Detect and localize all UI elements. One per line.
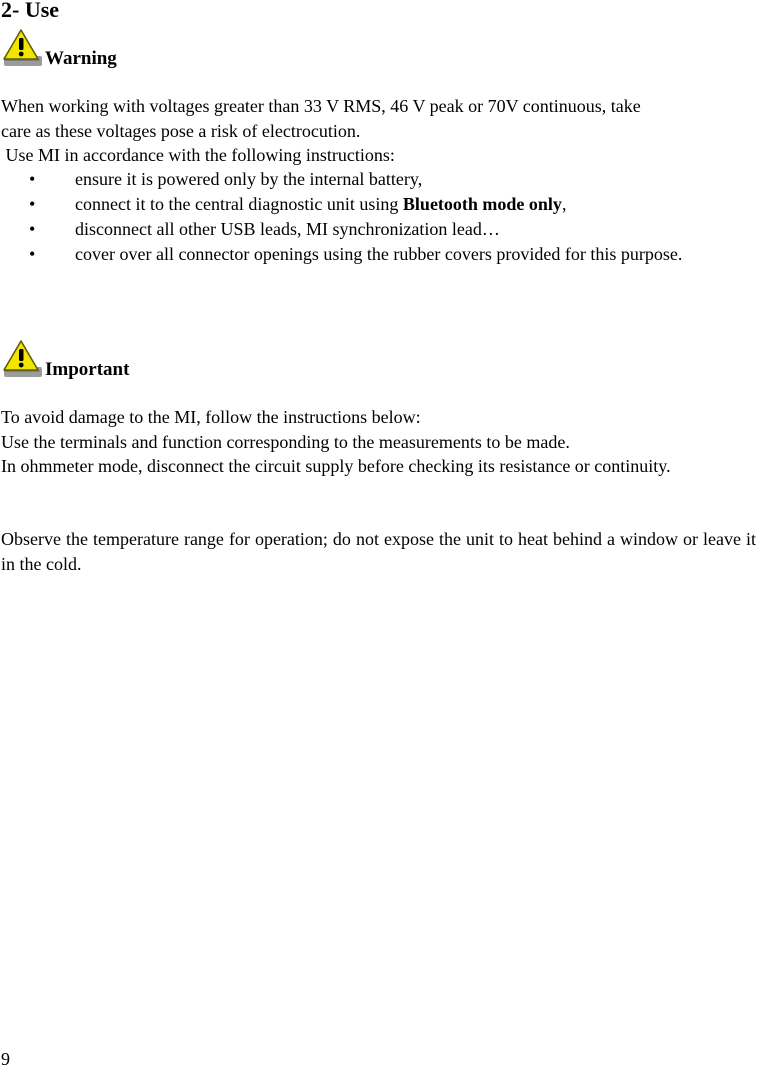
ohmmeter-paragraph: In ohmmeter mode, disconnect the circuit supply before checking its resistance or continuity. xyxy=(1,456,671,476)
bullet-icon: • xyxy=(29,194,36,214)
warning-text-line-2: care as these voltages pose a risk of electrocution. xyxy=(1,120,361,141)
important-text-line-2: Use the terminals and function corresponding to the measurements to be made. xyxy=(1,431,570,452)
warning-paragraph xyxy=(1,94,756,143)
bullet-icon: • xyxy=(29,169,36,189)
section-heading: 2- Use xyxy=(1,0,60,22)
list-item xyxy=(0,192,756,217)
temperature-paragraph: Observe the temperature range for operation; do not expose the unit to heat behind a window or leave it in the cold. xyxy=(1,529,756,574)
warning-label: Warning xyxy=(45,48,117,69)
list-item xyxy=(0,217,756,242)
instructions-intro-text: Use MI in accordance with the following instructions: xyxy=(1,145,395,165)
important-label: Important xyxy=(45,359,130,380)
warning-notice xyxy=(1,28,117,68)
warning-triangle-icon xyxy=(1,339,43,379)
important-notice xyxy=(1,339,129,379)
list-item-text: connect it to the central diagnostic unit using xyxy=(75,194,403,214)
list-item xyxy=(0,242,756,267)
page-number: 9 xyxy=(1,1049,10,1069)
list-item-punctuation: , xyxy=(561,194,567,214)
bullet-icon: • xyxy=(29,244,36,264)
list-item-text: disconnect all other USB leads, MI synchronization lead… xyxy=(75,219,500,239)
warning-text-line-1: When working with voltages greater than 33 V RMS, 46 V peak or 70V continuous, take xyxy=(1,96,641,116)
list-item xyxy=(0,167,756,192)
warning-triangle-icon xyxy=(1,28,43,68)
important-intro xyxy=(1,405,756,454)
instructions-intro xyxy=(1,143,756,168)
important-text-line-1: To avoid damage to the MI, follow the instructions below: xyxy=(1,407,421,427)
list-item-emphasis: Bluetooth mode only xyxy=(402,194,562,214)
list-item-text: cover over all connector openings using the rubber covers provided for this purpose. xyxy=(75,244,683,264)
instruction-list xyxy=(0,167,756,267)
list-item-text: ensure it is powered only by the internal battery, xyxy=(75,169,423,189)
bullet-icon: • xyxy=(29,219,36,239)
